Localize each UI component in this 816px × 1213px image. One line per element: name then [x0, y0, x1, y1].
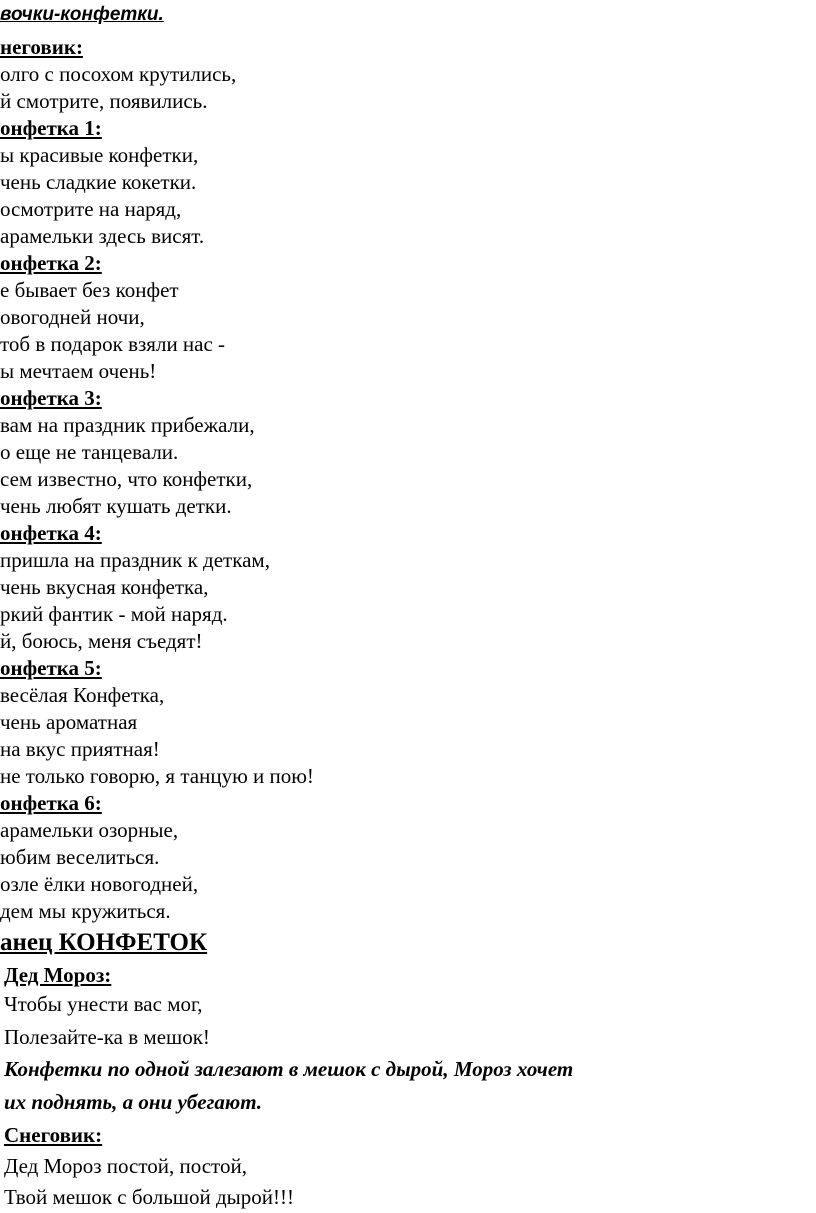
verse-line: чень любят кушать детки. — [0, 494, 232, 518]
verse-line: арамельки озорные, — [0, 818, 179, 842]
speaker-line: онфетка 5: — [0, 656, 102, 680]
verse-line: ы мечтаем очень! — [0, 359, 157, 383]
verse-line: овогодней ночи, — [0, 305, 145, 329]
verse-line: осмотрите на наряд, — [0, 197, 182, 221]
section-title: вочки-конфетки. — [0, 4, 164, 25]
verse-line: Дед Мороз постой, постой, — [4, 1154, 247, 1178]
verse-line: пришла на праздник к деткам, — [0, 548, 270, 572]
dance-heading: анец КОНФЕТОК — [0, 929, 208, 956]
speaker-line: онфетка 6: — [0, 791, 102, 815]
verse-line: чень вкусная конфетка, — [0, 575, 209, 599]
verse-line: о еще не танцевали. — [0, 440, 179, 464]
verse-line: олго с посохом крутились, — [0, 62, 237, 86]
speaker-line: онфетка 3: — [0, 386, 102, 410]
speaker-line: онфетка 1: — [0, 116, 102, 140]
verse-line: сем известно, что конфетки, — [0, 467, 253, 491]
stage-direction: их поднять, а они убегают. — [4, 1090, 263, 1114]
verse-line: не только говорю, я танцую и пою! — [0, 764, 314, 788]
verse-line: дем мы кружиться. — [0, 899, 171, 923]
verse-line: й смотрите, появились. — [0, 89, 208, 113]
verse-line: арамельки здесь висят. — [0, 224, 205, 248]
verse-line: Твой мешок с большой дырой!!! — [4, 1185, 294, 1209]
speaker-line: онфетка 4: — [0, 521, 102, 545]
speaker-line-ded-moroz: Дед Мороз: — [4, 963, 112, 987]
speaker-line-snegovik: Снеговик: — [4, 1123, 103, 1147]
stage-direction: Конфетки по одной залезают в мешок с дырой, Мороз хочет — [4, 1057, 574, 1081]
verse-line: чень сладкие кокетки. — [0, 170, 197, 194]
verse-line: на вкус приятная! — [0, 737, 160, 761]
verse-line: ы красивые конфетки, — [0, 143, 199, 167]
verse-line: е бывает без конфет — [0, 278, 179, 302]
verse-line: юбим веселиться. — [0, 845, 160, 869]
verse-line: тоб в подарок взяли нас - — [0, 332, 226, 356]
verse-line: й, боюсь, меня съедят! — [0, 629, 203, 653]
verse-line: ркий фантик - мой наряд. — [0, 602, 228, 626]
verse-line: вам на праздник прибежали, — [0, 413, 255, 437]
verse-line: Чтобы унести вас мог, — [4, 992, 203, 1016]
verse-line: Полезайте-ка в мешок! — [4, 1025, 210, 1049]
verse-line: весёлая Конфетка, — [0, 683, 165, 707]
speaker-line: неговик: — [0, 35, 83, 59]
verse-line: озле ёлки новогодней, — [0, 872, 199, 896]
speaker-line: онфетка 2: — [0, 251, 102, 275]
verse-line: чень ароматная — [0, 710, 138, 734]
